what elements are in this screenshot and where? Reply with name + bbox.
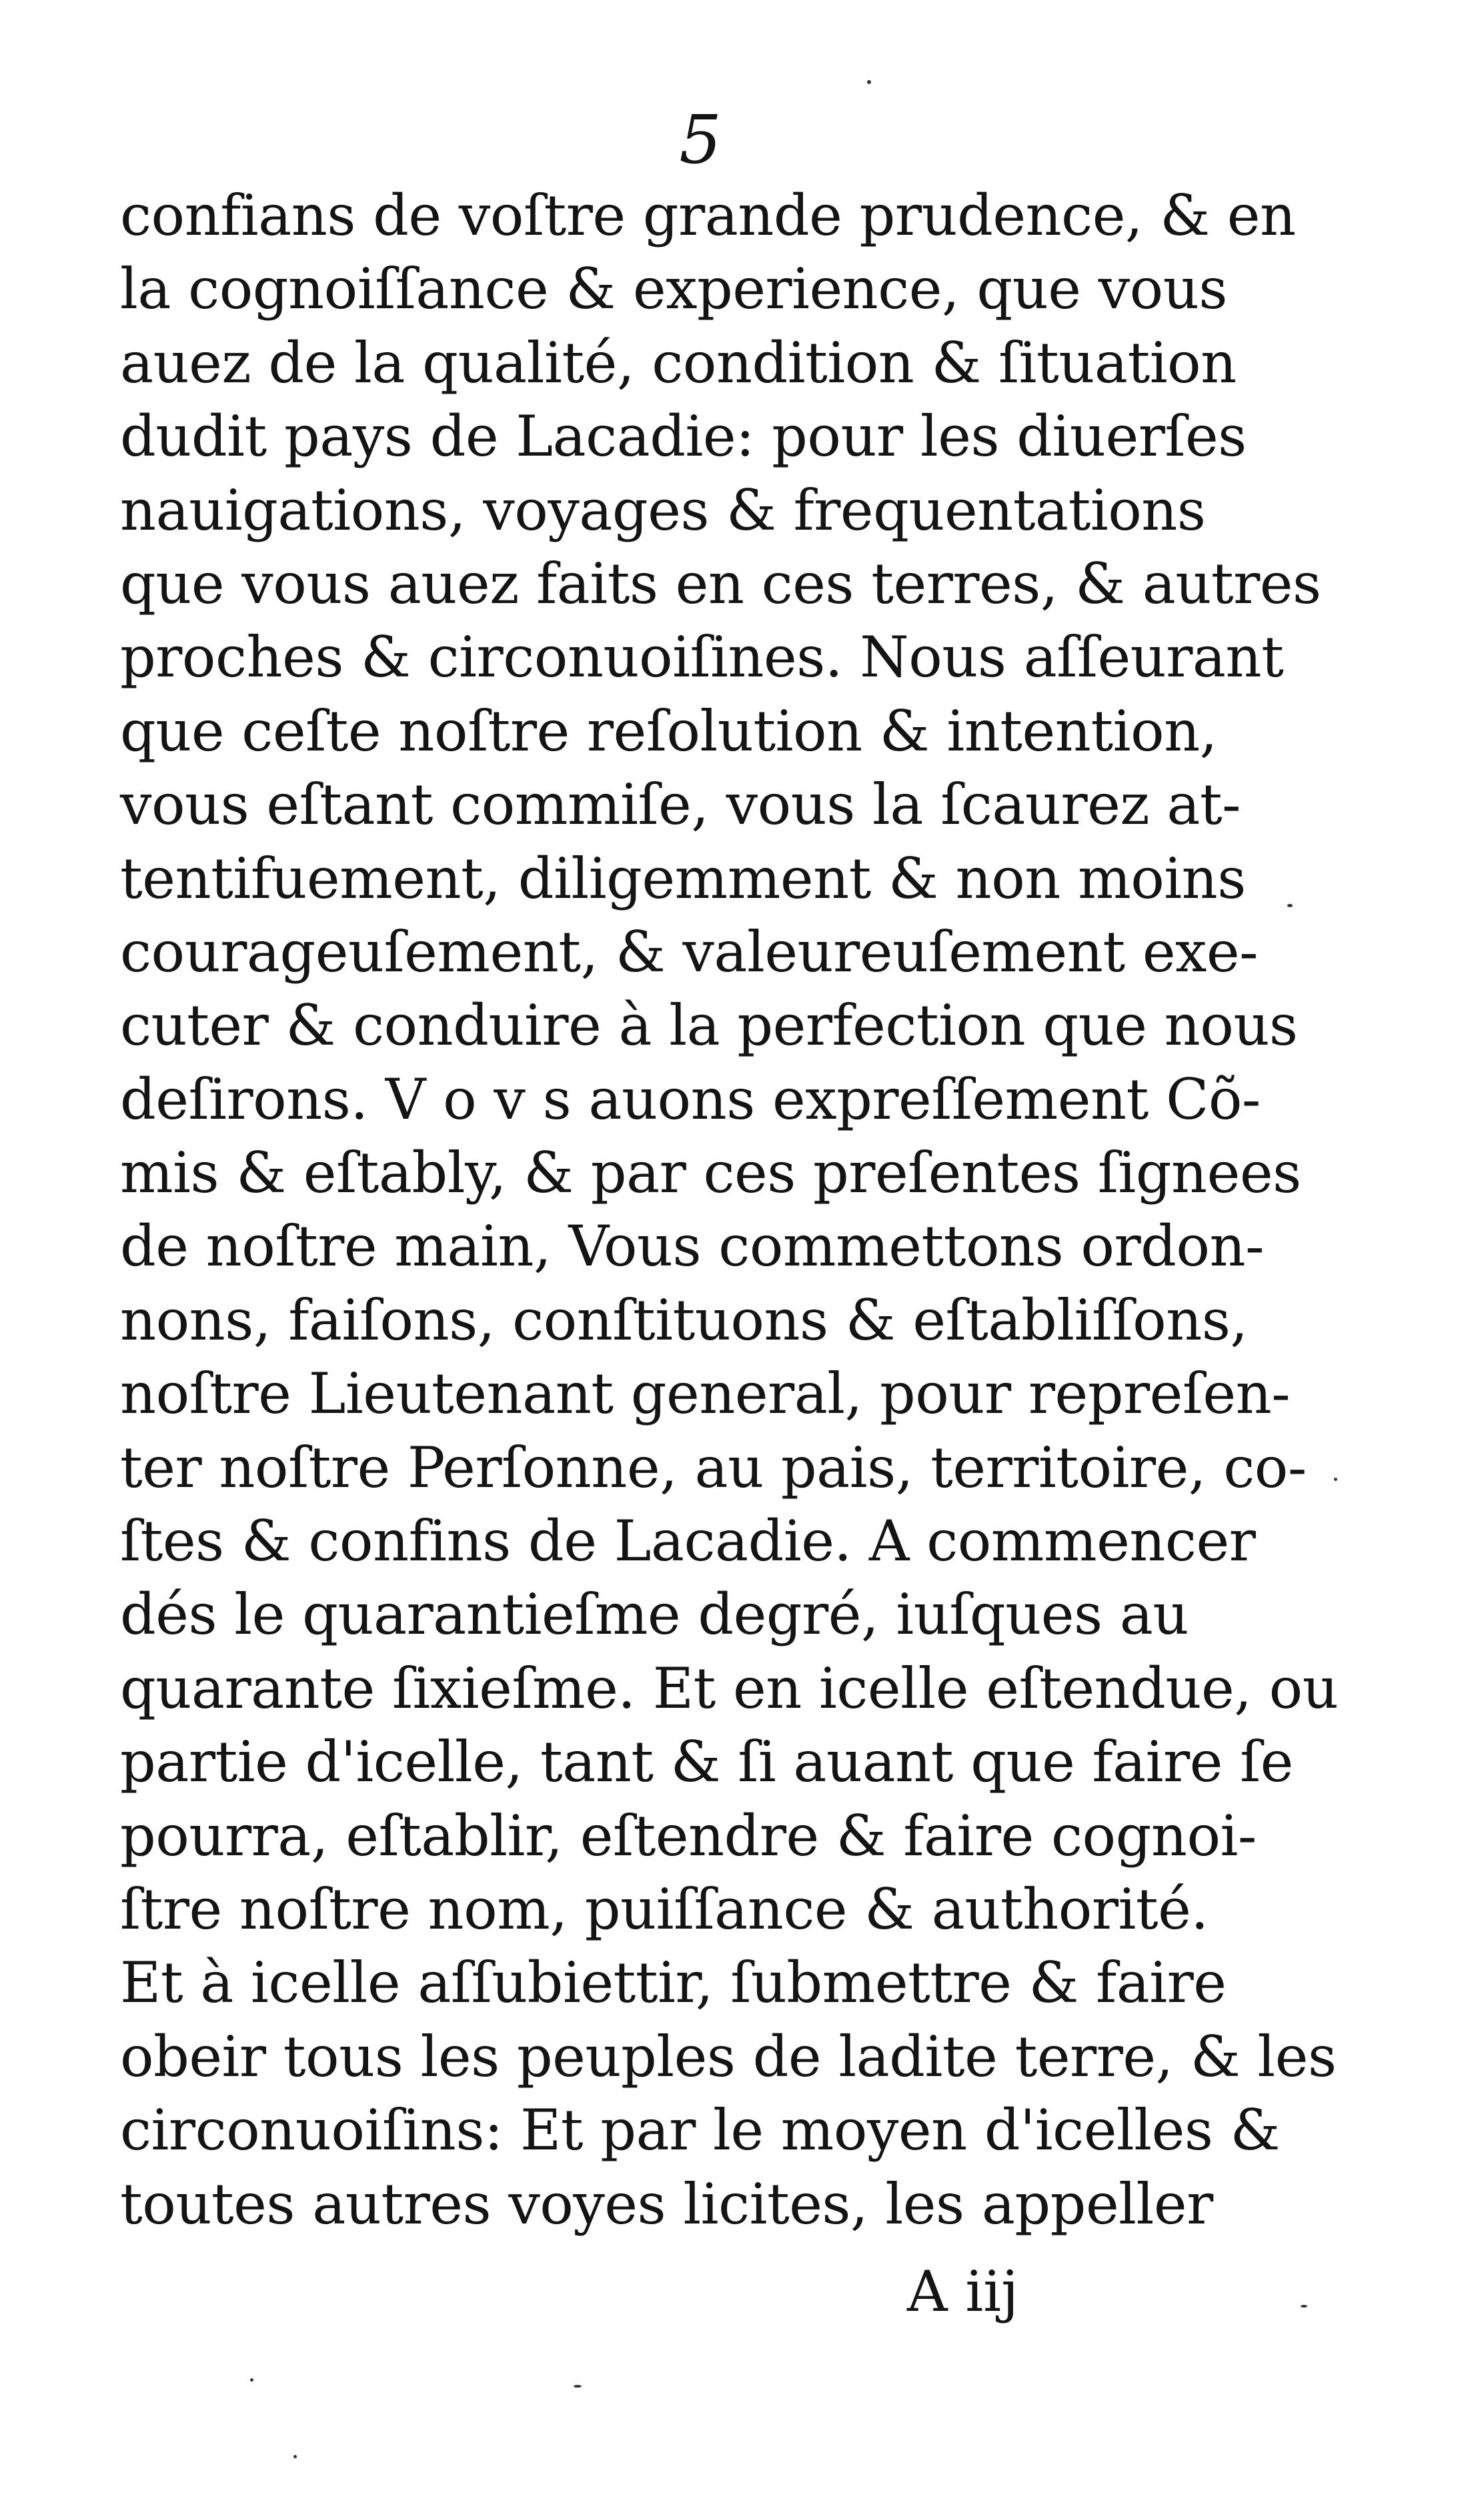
text-line: cuter & conduire à la perfection que nous [120, 993, 1298, 1059]
text-line: auez de la qualité, condition & ſituation [120, 330, 1237, 396]
text-line: quarante ſixieſme. Et en icelle eſtendue, ou [120, 1655, 1339, 1721]
text-line: que ceſte noſtre reſolution & intention, [120, 698, 1217, 764]
text-line: que vous auez faits en ces terres, & autres [120, 550, 1321, 616]
text-line: confians de voſtre grande prudence, & en [120, 183, 1296, 248]
text-line: ter noſtre Perſonne, au pais, territoire, co- [120, 1434, 1307, 1500]
text-line: vous eſtant commiſe, vous la ſcaurez at- [120, 772, 1241, 838]
text-line: tentifuement, diligemment & non moins [120, 845, 1246, 911]
text-line: ſtes & confins de Lacadie. A commencer [120, 1508, 1256, 1574]
body-text [120, 179, 1339, 2241]
signature-mark: A iij [907, 2259, 1019, 2324]
text-line: pourra, eſtablir, eſtendre & faire cognoi- [120, 1803, 1257, 1869]
text-line: Et à icelle aſſubiettir, ſubmettre & faire [120, 1950, 1227, 2016]
text-line: ſtre noſtre nom, puiſſance & authorité. [120, 1876, 1209, 1942]
text-line: la cognoiſſance & experience, que vous [120, 256, 1227, 322]
text-line: obeir tous les peuples de ladite terre, & les [120, 2023, 1337, 2089]
text-line: proches & circonuoiſines. Nous aſſeurant [120, 624, 1284, 690]
ink-speck [1287, 904, 1293, 907]
text-line: de noſtre main, Vous commettons ordon- [120, 1213, 1264, 1280]
ink-speck [1334, 1478, 1337, 1481]
ink-speck [250, 2378, 253, 2382]
text-line: dudit pays de Lacadie: pour les diuerſes [120, 404, 1247, 470]
page-number: 5 [679, 101, 722, 179]
text-line: toutes autres voyes licites, les appeller [120, 2171, 1213, 2237]
ink-speck [1301, 2305, 1307, 2308]
text-line: nons, faiſons, conſtituons & eſtabliſſons, [120, 1287, 1248, 1353]
text-line: noſtre Lieutenant general, pour repreſen- [120, 1361, 1291, 1427]
ink-speck [867, 80, 871, 84]
text-line: courageuſement, & valeureuſement exe- [120, 919, 1259, 985]
text-line: nauigations, voyages & frequentations [120, 477, 1206, 543]
text-line: partie d'icelle, tant & ſi auant que faire ſe [120, 1729, 1293, 1795]
text-line: circonuoiſins: Et par le moyen d'icelles & [120, 2097, 1280, 2163]
ink-speck [293, 2455, 297, 2458]
text-line: deſirons. V o v s auons expreſſement Cõ- [120, 1066, 1261, 1132]
text-line: dés le quarantieſme degré, iuſques au [120, 1582, 1189, 1648]
ink-speck [574, 2385, 582, 2388]
text-line: mis & eſtably, & par ces preſentes ſignees [120, 1140, 1301, 1206]
